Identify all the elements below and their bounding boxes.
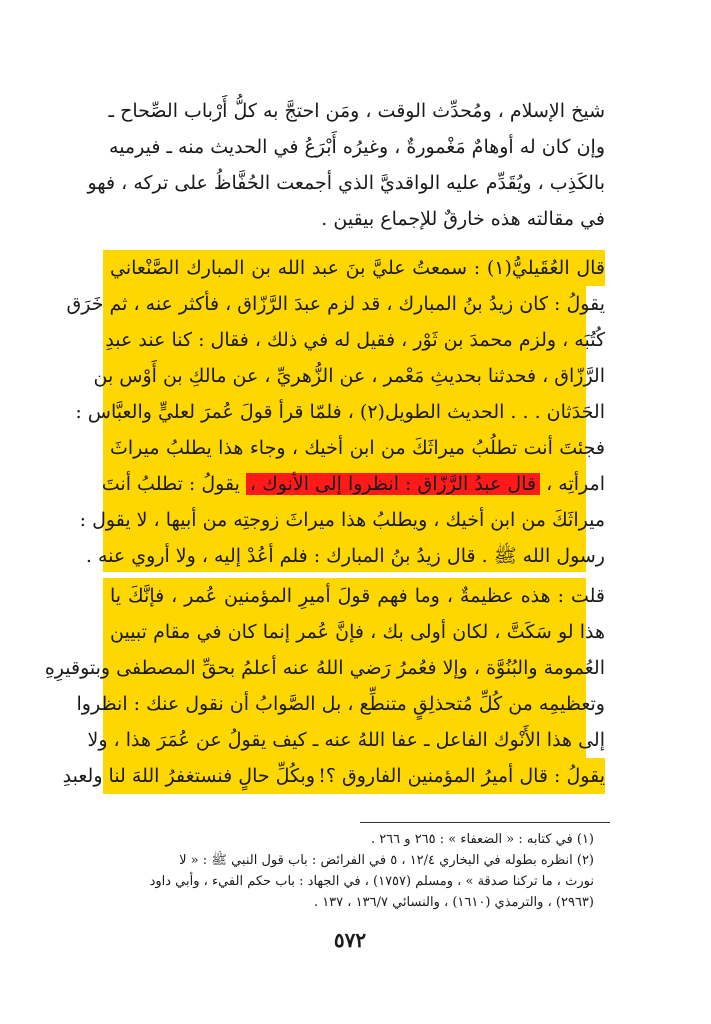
- comment-line-4: وتعظيمِه من كُلِّ مُتحذلِقٍ متنطِّع ، بل الصَّوابُ أن نقول عنك : انظروا: [76, 693, 605, 715]
- quote-line-7: [101, 466, 605, 502]
- footnote-2: (٢) انظره بطوله في البخاري ١٢/٤ ، ٥ في الفرائض : باب قول النبي ﷺ : « لا: [179, 853, 594, 868]
- page-number: ٥٧٢: [333, 928, 367, 952]
- quote-line-7-start: امرأتِه ،: [546, 473, 605, 495]
- intro-line-1: شيخ الإسلام ، ومُحدِّث الوقت ، ومَن احتجَّ به كلُّ أَرْباب الصِّحاح ـ: [108, 100, 605, 122]
- intro-line-2: وإن كان له أوهامٌ مَغْمورةٌ ، وغيرُه أَبْرَعُ في الحديث منه ـ فيرميه: [109, 136, 605, 158]
- quote-line-7-end: يقولُ : تطلبُ أنتَ: [101, 473, 240, 495]
- quote-line-4: الرَّزّاق ، فحدثنا بحديثِ مَعْمر ، عن الزُّهريِّ ، عن مالكِ بن أَوْس بن: [93, 365, 605, 387]
- quote-line-8: ميراثَكَ من ابن أخيك ، ويطلبُ هذا ميراثَ زوجتِه من أبيها ، لا يقول :: [79, 509, 605, 531]
- footnote-2-cont-2: (٢٩٦٣) ، والترمذي (١٦١٠) ، والنسائي ١٣٦/٧ ، ١٣٧ .: [313, 895, 594, 910]
- comment-line-3: العُمومة والبُنُوَّة ، وإلا فعُمرُ رَضي اللهُ عنه أعلمُ بحقِّ المصطفى وبتوقيرِهِ: [44, 657, 605, 679]
- comment-tail: وبكُلِّ حالٍ فنستغفرُ اللهَ لنا ولعبدِ: [62, 765, 315, 787]
- footnote-separator: [360, 822, 610, 823]
- quote-line-9: رسول الله ﷺ . قال زيدُ بنُ المبارك : فلم أعُدْ إليه ، ولا أروي عنه .: [85, 545, 605, 567]
- quote-line-3: كُتُبَه ، ولزم محمدَ بن ثَوْر ، فقيل له في ذلك ، فقال : كنا عند عبدِ: [105, 329, 605, 351]
- quote-line-6: فجئتَ أنت تطلُبُ ميراثَكَ من ابن أخيك ، وجاء هذا يطلبُ ميراثَ: [110, 437, 605, 459]
- footnote-2-cont: نورث ، ما تركنا صدقة » ، ومسلم (١٧٥٧) ، في الجهاد : باب حكم الفيء ، وأبي داود: [149, 874, 594, 889]
- red-highlighted-phrase: قال عبدُ الرَّزّاق : انظروا إلى الأنوك ،: [246, 473, 540, 495]
- comment-line-5: إلى هذا الأَنْوك الفاعل ـ عفا اللهُ عنه ـ كيف يقولُ عن عُمَرَ هذا ، ولا: [87, 729, 605, 751]
- comment-line-6: يقولُ : قال أميرُ المؤمنين الفاروق ؟!: [318, 765, 605, 787]
- intro-line-4: في مقالته هذه خارقٌ للإجماع بيقين .: [321, 208, 605, 230]
- comment-line-2: هذا لو سَكَتَّ ، لكان أولى بك ، فإنَّ عُمر إنما كان في مقام تبيين: [110, 621, 605, 643]
- quote-line-5: الحَدَثان . . . الحديث الطويل(٢) ، فلمّا قرأ قولَ عُمرَ لعليٍّ والعبَّاس :: [75, 401, 605, 423]
- quote-line-2: يقولُ : كان زيدُ بنُ المبارك ، قد لزم عبدَ الرَّزّاق ، فأكثر عنه ، ثم خَرَق: [66, 293, 605, 315]
- footnote-1: (١) في كتابه : « الضعفاء » : ٢٦٥ و ٢٦٦ .: [370, 832, 594, 847]
- intro-line-3: بالكَذِب ، ويُقَدِّم عليه الواقديَّ الذي أجمعت الحُفَّاظُ على تركه ، فهو: [87, 172, 605, 194]
- comment-line-1: قلت : هذه عظيمةٌ ، وما فهم قولَ أميرِ المؤمنين عُمر ، فإنَّكَ يا: [110, 585, 605, 607]
- quote-line-1: قال العُقَيليُّ(١) : سمعتُ عليَّ بنَ عبد الله بن المبارك الصَّنْعاني: [110, 257, 605, 279]
